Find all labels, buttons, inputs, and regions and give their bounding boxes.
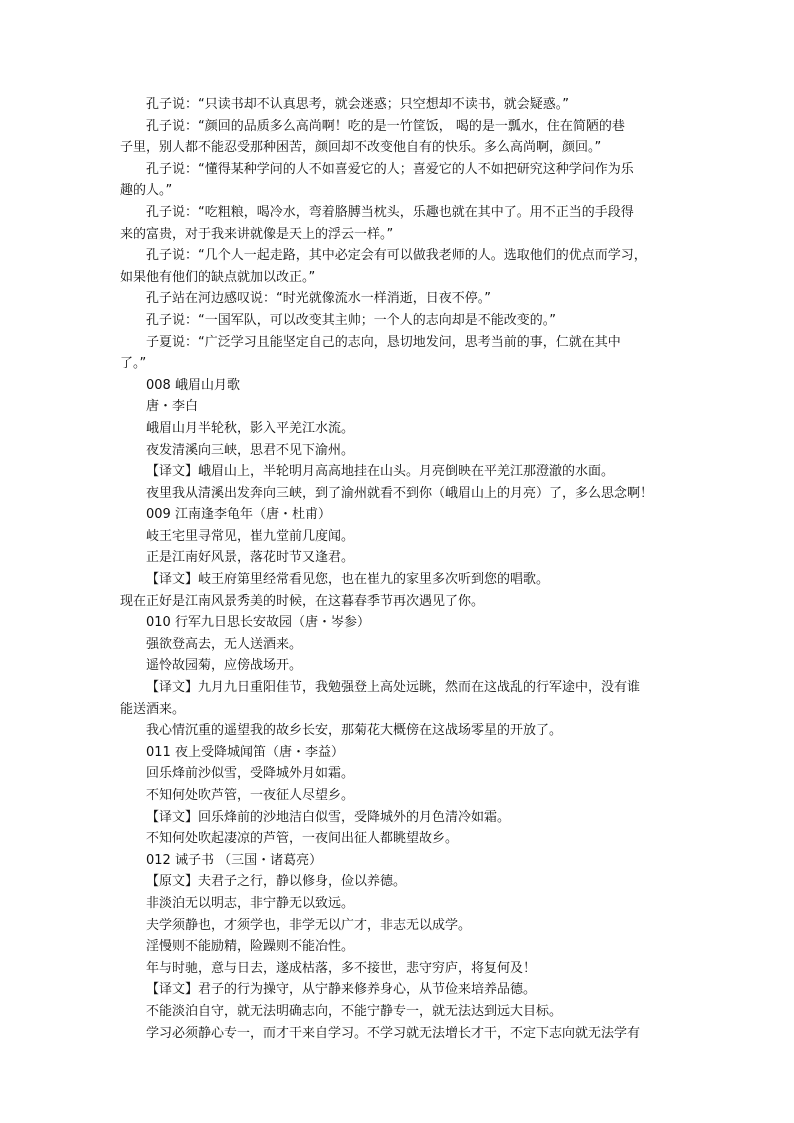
document-body — [120, 94, 680, 1044]
text-line: 不知何处吹起凄凉的芦管，一夜间出征人都眺望故乡。 — [146, 831, 459, 847]
text-line: 孔子说：“吃粗粮，喝冷水，弯着胳膊当枕头，乐趣也就在其中了。用不正当的手段得 — [146, 204, 634, 220]
text-line: 夫学须静也，才须学也，非学无以广才，非志无以成学。 — [146, 917, 472, 933]
text-line: 正是江南好风景，落花时节又逢君。 — [146, 550, 355, 566]
text-line: 009 江南逢李龟年（唐・杜甫） — [146, 507, 331, 523]
text-line: 趣的人。” — [120, 183, 173, 199]
text-line: 子夏说：“广泛学习且能坚定自己的志向，恳切地发问，思考当前的事，仁就在其中 — [146, 334, 621, 350]
text-line: 强欲登高去，无人送酒来。 — [146, 636, 303, 652]
text-line: 不能淡泊自守，就无法明确志向，不能宁静专一，就无法达到远大目标。 — [146, 1003, 563, 1019]
text-line: 来的富贵，对于我来讲就像是天上的浮云一样。” — [120, 226, 394, 242]
text-line: 孔子站在河边感叹说：“时光就像流水一样消逝，日夜不停。” — [146, 291, 491, 307]
text-line: 【译文】回乐烽前的沙地洁白似雪，受降城外的月色清冷如霜。 — [146, 809, 511, 825]
text-line: 非淡泊无以明志，非宁静无以致远。 — [146, 895, 355, 911]
text-line: 如果他有他们的缺点就加以改正。” — [120, 269, 316, 285]
text-line: 【原文】夫君子之行，静以修身，俭以养德。 — [146, 874, 407, 890]
text-line: 峨眉山月半轮秋，影入平羌江水流。 — [146, 420, 355, 436]
text-line: 现在正好是江南风景秀美的时候，在这暮春季节再次遇见了你。 — [120, 593, 485, 609]
text-line: 孔子说：“一国军队，可以改变其主帅；一个人的志向却是不能改变的。” — [146, 312, 556, 328]
text-line: 012 诫子书 （三国・诸葛亮） — [146, 852, 323, 868]
text-line: 【译文】岐王府第里经常看见您，也在崔九的家里多次听到您的唱歌。 — [146, 572, 550, 588]
text-line: 夜里我从清溪出发奔向三峡，到了渝州就看不到你（峨眉山上的月亮）了，多么思念啊！ — [146, 485, 654, 501]
text-line: 唐・李白 — [146, 399, 199, 415]
text-line: 夜发清溪向三峡，思君不见下渝州。 — [146, 442, 355, 458]
text-line: 学习必须静心专一，而才干来自学习。不学习就无法增长才干，不定下志向就无法学有 — [146, 1025, 641, 1041]
text-line: 008 峨眉山月歌 — [146, 377, 240, 393]
text-line: 了。” — [120, 356, 147, 372]
text-line: 孔子说：“只读书却不认真思考，就会迷惑；只空想却不读书，就会疑惑。” — [146, 97, 569, 112]
text-line: 能送酒来。 — [120, 701, 186, 717]
text-line: 遥怜故园菊，应傍战场开。 — [146, 658, 303, 674]
text-line: 【译文】九月九日重阳佳节，我勉强登上高处远眺，然而在这战乱的行军途中，没有谁 — [146, 680, 641, 696]
text-line: 淫慢则不能励精，险躁则不能冶性。 — [146, 939, 355, 955]
text-line: 孔子说：“颜回的品质多么高尚啊！吃的是一竹筐饭， 喝的是一瓢水，住在简陋的巷 — [146, 118, 625, 134]
text-line: 011 夜上受降城闻笛（唐・李益） — [146, 744, 344, 760]
text-line: 年与时驰，意与日去，遂成枯落，多不接世，悲守穷庐，将复何及！ — [146, 960, 537, 976]
text-line: 回乐烽前沙似雪，受降城外月如霜。 — [146, 766, 355, 782]
text-line: 孔子说：“几个人一起走路，其中必定会有可以做我老师的人。选取他们的优点而学习， — [146, 248, 647, 264]
text-line: 岐王宅里寻常见，崔九堂前几度闻。 — [146, 528, 355, 544]
text-line: 010 行军九日思长安故园（唐・岑参） — [146, 615, 370, 631]
text-line: 【译文】君子的行为操守，从宁静来修养身心，从节俭来培养品德。 — [146, 982, 537, 998]
text-line: 不知何处吹芦管，一夜征人尽望乡。 — [146, 788, 355, 803]
text-line: 孔子说：“懂得某种学问的人不如喜爱它的人；喜爱它的人不如把研究这种学问作为乐 — [146, 161, 634, 177]
text-line: 我心情沉重的遥望我的故乡长安，那菊花大概傍在这战场零星的开放了。 — [146, 723, 563, 739]
text-line: 子里，别人都不能忍受那种困苦，颜回却不改变他自有的快乐。多么高尚啊，颜回。” — [120, 140, 602, 156]
text-line: 【译文】峨眉山上，半轮明月高高地挂在山头。月亮倒映在平羌江那澄澈的水面。 — [146, 464, 615, 480]
